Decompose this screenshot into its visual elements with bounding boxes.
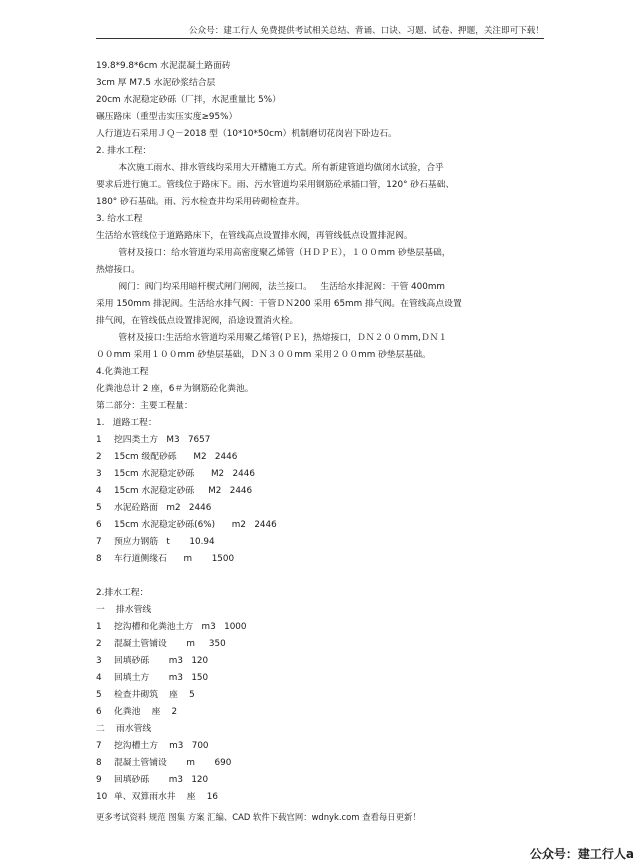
item-number: 4 (96, 673, 102, 683)
list-item (96, 449, 544, 466)
item-text: 车行道侧缘石 m 1500 (114, 554, 235, 564)
text-line: 热熔接口。 (96, 265, 140, 275)
text-line: 排气阀，在管线低点设置排泥阀，沿途设置消火栓。 (96, 316, 299, 326)
list-item (96, 534, 544, 551)
list-item (96, 670, 544, 687)
item-text: 挖四类土方 M3 7657 (114, 435, 211, 445)
text-line: 阀门：阀门均采用暗杆楔式闸门闸阀，法兰接口。 生活给水排泥阀：干管 400mm (96, 282, 445, 292)
item-text: 15cm 水泥稳定砂砾 M2 2446 (114, 486, 253, 496)
watermark-label: 公众号：建工行人a (529, 847, 634, 861)
text-line: 本次施工雨水、排水管线均采用大开槽施工方式。所有新建管道均做闭水试验，合乎 (96, 163, 444, 173)
text-line: 管材及接口：给水管道均采用高密度聚乙烯管（ＨＤＰＥ），１００mm 砂垫层基础， (96, 248, 451, 258)
group-heading: 一 排水管线 (96, 605, 152, 615)
text-line: 化粪池总计 2 座，6＃为钢筋砼化粪池。 (96, 384, 254, 394)
list-item (96, 517, 544, 534)
item-number: 3 (96, 656, 102, 666)
item-text: 挖沟槽和化粪池土方 m3 1000 (114, 622, 247, 632)
text-line: 要求后进行施工。管线位于路床下。雨、污水管道均采用钢筋砼承插口管，120° 砂石基础、 (96, 180, 455, 190)
item-number: 2 (96, 639, 102, 649)
item-text: 混凝土管铺设 m 350 (114, 639, 226, 649)
item-number: 6 (96, 707, 102, 717)
document-body (96, 58, 544, 806)
item-text: 水泥砼路面 m2 2446 (114, 503, 212, 513)
item-number: 6 (96, 520, 102, 530)
text-line: 19.8*9.8*6cm 水泥混凝土路面砖 (96, 61, 231, 71)
item-number: 5 (96, 503, 102, 513)
text-line: ００mm 采用１００mm 砂垫层基础，ＤＮ３００mm 采用２００mm 砂垫层基础。 (96, 350, 431, 360)
drain-quantity-list-2 (96, 738, 544, 806)
blank-line (96, 568, 544, 585)
text-line: 人行道边石采用ＪＱ－2018 型（10*10*50cm）机制磨切花岗岩下卧边石。 (96, 129, 397, 139)
item-number: 8 (96, 554, 102, 564)
text-line: 3cm 厚 M7.5 水泥砂浆结合层 (96, 78, 216, 88)
list-item (96, 466, 544, 483)
item-text: 挖沟槽土方 m3 700 (114, 741, 209, 751)
item-number: 8 (96, 758, 102, 768)
list-item (96, 772, 544, 789)
body-text-block (96, 58, 544, 432)
item-number: 4 (96, 486, 102, 496)
item-text: 回填土方 m3 150 (114, 673, 209, 683)
list-item (96, 704, 544, 721)
text-line: 采用 150mm 排泥阀。生活给水排气阀：干管ＤＮ200 采用 65mm 排气阀。在管线高点设置 (96, 299, 462, 309)
drain-quantity-list-1 (96, 619, 544, 721)
text-line: 180° 砂石基础。雨、污水检查井均采用砖砌检查井。 (96, 197, 305, 207)
section-heading: 2. 排水工程： (96, 146, 152, 156)
list-item (96, 432, 544, 449)
list-item (96, 619, 544, 636)
item-number: 7 (96, 537, 102, 547)
item-text: 单、双算雨水井 座 16 (114, 792, 218, 802)
item-text: 15cm 级配砂砾 M2 2446 (114, 452, 238, 462)
page-footer-notice: 更多考试资料 规范 图集 方案 汇编、CAD 软件下载官网：wdnyk.com 查看每日更新！ (96, 812, 421, 822)
section-heading: 第二部分：主要工程量： (96, 401, 193, 411)
item-text: 化粪池 座 2 (114, 707, 178, 717)
item-text: 回填砂砾 m3 120 (114, 775, 209, 785)
page-header-notice: 公众号：建工行人 免费提供考试相关总结、背诵、口诀、习题、试卷、押题，关注即可下载！ (188, 26, 544, 36)
item-number: 1 (96, 435, 102, 445)
item-number: 10 (96, 792, 108, 802)
section-heading: 3. 给水工程 (96, 214, 143, 224)
section-heading: 1. 道路工程： (96, 418, 157, 428)
text-line: 管材及接口:生活给水管道均采用聚乙烯管(ＰＥ)，热熔接口，ＤＮ２００mm,ＤＮ１ (96, 333, 448, 343)
item-number: 9 (96, 775, 102, 785)
list-item (96, 551, 544, 568)
item-text: 检查井砌筑 座 5 (114, 690, 195, 700)
list-item (96, 653, 544, 670)
item-number: 7 (96, 741, 102, 751)
list-item (96, 755, 544, 772)
header-divider (96, 38, 544, 39)
text-line: 20cm 水泥稳定砂砾（厂拌，水泥重量比 5%） (96, 95, 281, 105)
group-heading: 二 雨水管线 (96, 724, 152, 734)
list-item (96, 500, 544, 517)
list-item (96, 687, 544, 704)
item-text: 预应力钢筋 t 10.94 (114, 537, 215, 547)
item-text: 15cm 水泥稳定砂砾 M2 2446 (114, 469, 255, 479)
item-text: 回填砂砾 m3 120 (114, 656, 209, 666)
list-item (96, 789, 544, 806)
item-number: 2 (96, 452, 102, 462)
list-item (96, 738, 544, 755)
list-item (96, 636, 544, 653)
item-text: 混凝土管铺设 m 690 (114, 758, 232, 768)
road-quantity-list (96, 432, 544, 568)
section-heading: 4.化粪池工程 (96, 367, 149, 377)
item-number: 5 (96, 690, 102, 700)
list-item (96, 483, 544, 500)
item-text: 15cm 水泥稳定砂砾(6%) m2 2446 (114, 520, 277, 530)
item-number: 3 (96, 469, 102, 479)
text-line: 碾压路床（重型击实压实度≥95%） (96, 112, 238, 122)
section-heading: 2.排水工程： (96, 588, 149, 598)
item-number: 1 (96, 622, 102, 632)
text-line: 生活给水管线位于道路路床下，在管线高点设置排水阀，再管线低点设置排泥阀。 (96, 231, 413, 241)
